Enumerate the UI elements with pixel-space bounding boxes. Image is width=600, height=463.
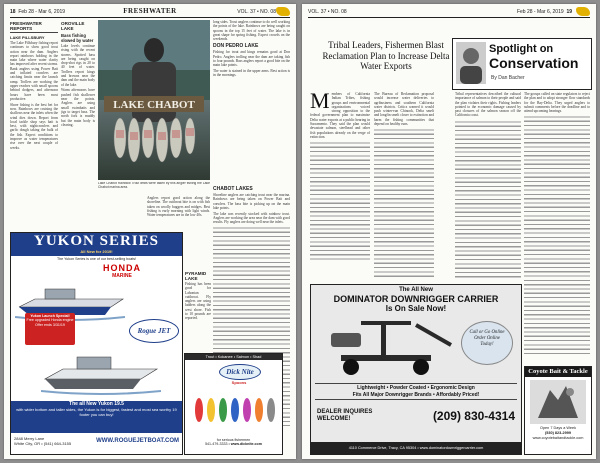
pyramid-lake-title: PYRAMID LAKE xyxy=(185,271,207,281)
article-text: The Bureau of Reclamation proposal would increase water deliveries to agribusiness and southern California water districts. Critics warned it would push winter-run Chinook, Delta smelt and longfin smelt closer to extinction and harm the fishing communities that depend on healthy runs. xyxy=(374,92,434,127)
angler-with-trout-image xyxy=(98,20,210,180)
coyote-logo-icon xyxy=(530,380,586,424)
article-text: Tribal representatives described the cultural importance of salmon to their people and said the plan violates their rights. Fishing leaders pointed to the economic damage caused by past closures of the salmon season off the California coast. xyxy=(455,92,521,118)
ad-downrigger-line3: Is On Sale Now! xyxy=(385,304,447,313)
ad-downrigger-phone: (209) 830-4314 xyxy=(432,409,515,423)
issue-date-left: Feb 28 - Mar 6, 2019 xyxy=(18,9,66,15)
ad-coyote-brand: Coyote Bait & Tackle xyxy=(525,367,591,377)
column-paragraph: Shoreline anglers are catching trout near the marina. Rainbows are being taken on Power Bait and crawlers. The bass bite is picking up on the main lake points. xyxy=(213,193,290,210)
pyramid-lake-column xyxy=(185,270,211,350)
columnist-portrait-icon xyxy=(456,42,486,84)
downrigger-carrier-image xyxy=(321,315,461,379)
article-column-2 xyxy=(374,92,434,280)
column-paragraph: Fishing for trout and kings remains good at Don Pedro. Anglers trolling near the dam are taking fish to four pounds. Bass anglers report a good bite on the main lake points. xyxy=(213,50,290,68)
photo-caption: Lake Chabot Rainbow Trout limits were taken by this angler fishing the Lake Chabot marina area. xyxy=(98,182,210,189)
ad-downrigger-features1: Lightweight • Powder Coated • Ergonomic Design xyxy=(357,385,475,391)
ad-yukon-address2: White City, OR • (541) 664-3155 xyxy=(14,441,72,446)
ad-yukon-model: The all New Yukon 19.5 xyxy=(69,401,124,407)
ad-yukon-title: YUKON SERIES xyxy=(34,233,159,249)
honda-marine-text: MARINE xyxy=(112,273,132,279)
left-page-header xyxy=(10,7,290,18)
article-text: The groups called on state regulators to reject the plan and to adopt stronger flow standards for the Bay-Delta. They urged anglers to submit comments before the deadline and to attend upcoming hearings. xyxy=(524,92,590,114)
spotlight-byline: By Dan Bacher xyxy=(491,75,525,81)
column-paragraph: The water is stained in the upper arms. Best action is in the mornings. xyxy=(213,69,290,78)
ad-downrigger-dealer1: DEALER INQUIRES xyxy=(317,409,373,415)
downrigger-carrier-ad xyxy=(310,284,522,455)
ad-dick-nite-tagline: Trout • Kokanee • Salmon • Shad xyxy=(185,354,282,360)
fishing-spoons-icon xyxy=(191,388,277,438)
oroville-paragraph: Warm afternoons have pushed fish shallower near the points. Anglers are using small swimbaits and jigs to target bass. The north fork is muddy but the main body is clearing. xyxy=(61,88,95,127)
reports-title: FRESHWATER REPORTS xyxy=(10,21,42,31)
dick-nite-ad: Trout • Kokanee • Salmon • Shad Dick Nite Spoons for serious fishermen 541-479-3333 • www.dicknite.com xyxy=(184,353,283,455)
report-paragraph: The Lake Pillsbury fishing report continues to show good trout action near the dam. Anglers report rainbows holding in the main lake where water clarity has improved after recent storms. Bank anglers using Power Bait and inflated crawlers are catching limits near the launch ramp. Trollers are working the upper reaches with small spoons behind dodgers, and afternoon hours have been most productive. xyxy=(10,41,58,101)
ad-dick-nite-url: www.dicknite.com xyxy=(230,442,262,447)
ad-yukon-tagline: All New for 2019! xyxy=(80,249,113,254)
ad-downrigger-stamp: Call or Go Online Order Online Today! xyxy=(461,321,513,365)
article-headline: Tribal Leaders, Fishermen Blast Reclamation Plan to Increase Delta Water Exports xyxy=(322,40,450,71)
oroville-paragraph: Lake levels continue rising with the recent storms. Spotted bass are being caught on drop-shot rigs in 20 to 40 feet of water. Trollers report kings and browns near the dam and the main body of the lake. xyxy=(61,44,95,87)
newspaper-logo-icon xyxy=(576,7,590,16)
volume-left: VOL. 37 • NO. 08 xyxy=(237,9,276,15)
ad-downrigger-line1: The All New xyxy=(399,287,433,293)
boat-image-bottom xyxy=(41,345,161,397)
page-number-right: 19 xyxy=(566,9,572,15)
article-column-3 xyxy=(455,92,521,280)
reports-column xyxy=(10,20,58,224)
ad-downrigger-footer: 4110 Commerce Drive, Tracy, CA 95304 • www.dominatordownriggercarrier.com xyxy=(311,442,521,454)
report-paragraph: Shore fishing is the best bet for now. Rainbows are cruising the shallows near the inlets when the wind dies down. Report from local tackle shop says bait is best, with nightcrawlers and garlic dough taking the bulk of the fish. Expect conditions to improve as water temperatures rise over the next couple of weeks. xyxy=(10,102,58,150)
report-subhead: LAKE PILLSBURY xyxy=(10,35,45,40)
spotlight-box xyxy=(452,38,592,90)
oroville-column xyxy=(61,20,95,224)
column-paragraph: The lake was recently stocked with rainbow trout. Anglers are working the area near the dam with good results. Fly anglers are doing well near the inlets. xyxy=(213,211,290,225)
left-page xyxy=(4,4,296,459)
volume-right: VOL. 37 • NO. 08 xyxy=(308,9,347,15)
section-title: FRESHWATER xyxy=(123,7,177,15)
oroville-title: OROVILLE LAKE xyxy=(61,21,85,31)
chabot-lakes-title: CHABOT LAKES xyxy=(213,186,253,192)
article-text: embers of California Indian Tribes, fishing groups and environmental organizations voiced strong opposition to the federal government plan to maximize Delta water exports at a public hearing in Sacramento. They said the plan would devastate salmon, steelhead and other fish populations already on the verge of extinction. xyxy=(310,92,370,139)
coyote-bait-ad xyxy=(524,366,592,455)
issue-date-right: Feb 28 - Mar 6, 2019 xyxy=(516,9,564,15)
ad-downrigger-features2: Fits All Major Downrigger Brands • Affordably Priced! xyxy=(352,391,480,398)
yukon-series-ad xyxy=(10,232,183,455)
ad-dick-nite-brand: Dick Nite xyxy=(219,364,261,380)
right-page xyxy=(302,4,596,459)
lower-middle-text: Anglers report good action along the shoreline. The cutthroat bite is on with fish taken on woolly buggers and midges. Best fishing is early morning with light winds. Water temperatures are in the low 40s. xyxy=(147,196,210,218)
honda-logo-text: HONDA xyxy=(103,263,141,273)
right-page-header xyxy=(308,7,590,18)
don-pedro-title: DON PEDRO LAKE xyxy=(213,43,259,50)
spotlight-subtitle: Conservation xyxy=(489,55,579,71)
page-number-left: 18 xyxy=(10,9,16,15)
lake-chabot-photo xyxy=(98,20,210,180)
ad-downrigger-line2: DOMINATOR DOWNRIGGER CARRIER xyxy=(333,294,499,304)
ad-dick-nite-tag2: for serious fishermen xyxy=(216,438,251,442)
ad-yukon-url: WWW.ROGUEJETBOAT.COM xyxy=(96,438,179,444)
ad-coyote-line1: Open 7 Days a Week xyxy=(539,426,577,430)
oroville-lead: Bass fishing slowed by water xyxy=(61,33,94,43)
ad-yukon-address1: 2848 Merry Lane xyxy=(14,436,45,441)
ad-downrigger-dealer2: WELCOME! xyxy=(317,416,351,422)
don-pedro-column xyxy=(213,20,290,210)
spotlight-title: Spotlight on xyxy=(489,43,554,55)
ad-yukon-blurb: with wider bottom and taller sides, the Yukon is for biggest, fastest and most sea worthy 19 footer you can buy! xyxy=(16,407,177,417)
rogue-jet-logo: Rogue JET xyxy=(129,319,179,343)
newspaper-logo-icon xyxy=(276,7,290,16)
ad-yukon-subtag: The Yukon Series is one of our best-selling boats! xyxy=(56,257,137,261)
ad-yukon-promo: Yukon Launch Special! Free upgraded Honda engine Offer ends 3/31/19 xyxy=(25,313,75,345)
ad-coyote-url: www.coyotebaitandtackle.com xyxy=(532,435,584,440)
article-column-4 xyxy=(524,92,590,360)
ad-coyote-phone: (530) 823-2999 xyxy=(545,430,571,435)
ad-dick-nite-sub: Spoons xyxy=(231,380,247,385)
pyramid-lake-paragraph: Fishing has been good for Lahontan cutthroat. Fly anglers are using ladders along the west shore. Fish to 10 pounds are reported. xyxy=(185,282,211,321)
photo-board-text: LAKE CHABOT xyxy=(113,99,195,111)
ad-dick-nite-phone: 541-479-3333 xyxy=(205,442,228,447)
drop-cap: M xyxy=(310,92,330,113)
column-paragraph: long sides. Trout anglers continue to do well working the points of the lake. Rainbows are being caught on spoons in the top 15 feet of water. The lake is in great shape for spring fishing. Expect crowds on the weekends. xyxy=(213,20,290,42)
article-column-1 xyxy=(310,92,370,280)
